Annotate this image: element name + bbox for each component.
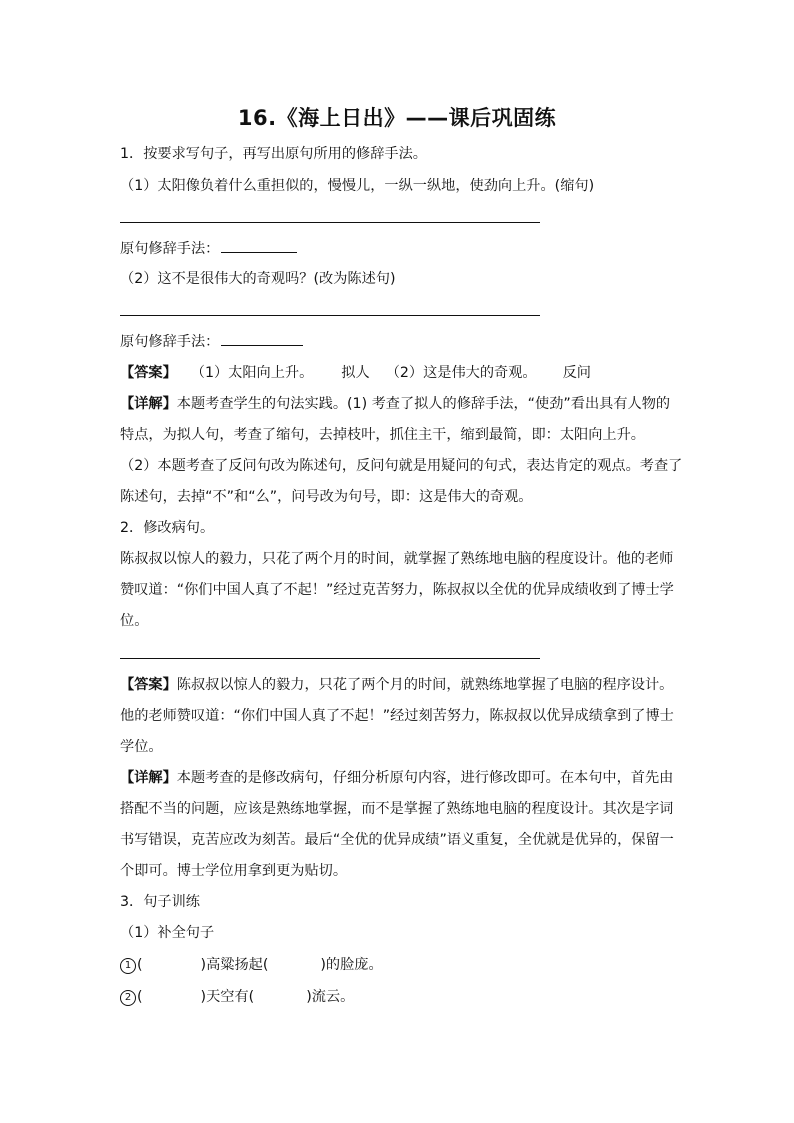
answer-line — [120, 658, 540, 659]
q1-stem: 1．按要求写句子，再写出原句所用的修辞手法。 — [120, 146, 427, 162]
detail-tag: 【详解】 — [120, 770, 177, 786]
q1-detail-line: 【详解】本题考查学生的句法实践。(1) 考查了拟人的修辞手法，“使劲”看出具有人物的 — [120, 396, 671, 412]
rhetoric-blank — [221, 331, 303, 346]
circled-number: 2 — [120, 990, 136, 1006]
answer-line — [120, 315, 540, 316]
q2-answer-line: 学位。 — [120, 739, 163, 755]
q1-answer — [120, 363, 591, 383]
q2-detail-line: 搭配不当的问题，应该是熟练地掌握，而不是掌握了熟练地电脑的程度设计。其次是字词 — [120, 801, 674, 817]
rhetoric-label: 原句修辞手法： — [120, 241, 220, 257]
q1-sentence-2: （2）这不是很伟大的奇观吗？(改为陈述句) — [120, 271, 396, 287]
q1-rhetoric-2 — [120, 331, 303, 352]
q2-detail-line: 书写错误，克苦应改为刻苦。最后“全优的优异成绩”语义重复，全优就是优异的，保留一 — [120, 832, 674, 848]
q2-answer-line: 【答案】陈叔叔以惊人的毅力，只花了两个月的时间，就熟练地掌握了电脑的程序设计。 — [120, 677, 674, 693]
q1-rhetoric-1 — [120, 238, 297, 259]
rhetoric-blank — [221, 238, 297, 253]
detail-tag: 【详解】 — [120, 396, 177, 412]
q2-sentence-line: 陈叔叔以惊人的毅力，只花了两个月的时间，就掌握了熟练地电脑的程度设计。他的老师 — [120, 551, 674, 567]
answer-part: （2）这是伟大的奇观。 — [385, 365, 537, 381]
answer-part: （1）太阳向上升。 — [190, 365, 314, 381]
answer-tag: 【答案】 — [120, 677, 177, 693]
q2-answer-line: 他的老师赞叹道：“你们中国人真了不起！”经过刻苦努力，陈叔叔以优异成绩拿到了博士 — [120, 708, 674, 724]
answer-tag: 【答案】 — [120, 365, 177, 381]
q1-sentence-1: （1）太阳像负着什么重担似的，慢慢儿，一纵一纵地，使劲向上升。(缩句) — [120, 178, 595, 194]
answer-part: 拟人 — [341, 365, 370, 381]
q3-sub-title: （1）补全句子 — [120, 925, 215, 941]
answer-part: 反问 — [562, 365, 591, 381]
q3-item-1: 1 ( )高粱扬起( )的脸庞。 — [120, 955, 383, 975]
circled-number: 1 — [120, 958, 136, 974]
q2-detail-line: 个即可。博士学位用拿到更为贴切。 — [120, 863, 348, 879]
answer-line — [120, 222, 540, 223]
q1-detail-line: 陈述句，去掉“不”和“么”，问号改为句号，即：这是伟大的奇观。 — [120, 489, 533, 505]
q2-detail-line: 【详解】本题考查的是修改病句，仔细分析原句内容，进行修改即可。在本句中，首先由 — [120, 770, 674, 786]
rhetoric-label: 原句修辞手法： — [120, 334, 220, 350]
q2-sentence-line: 赞叹道：“你们中国人真了不起！”经过克苦努力，陈叔叔以全优的优异成绩收到了博士学 — [120, 582, 674, 598]
q2-stem: 2．修改病句。 — [120, 520, 215, 536]
q1-detail-line: 特点，为拟人句，考查了缩句，去掉枝叶，抓住主干，缩到最简，即：太阳向上升。 — [120, 427, 645, 443]
q1-detail-line: （2）本题考查了反问句改为陈述句，反问句就是用疑问的句式，表达肯定的观点。考查了 — [120, 458, 683, 474]
page-title: 16.《海上日出》——课后巩固练 — [237, 106, 557, 130]
q3-item-2: 2 ( )天空有( )流云。 — [120, 987, 354, 1007]
q3-stem: 3．句子训练 — [120, 894, 200, 910]
q2-sentence-line: 位。 — [120, 613, 149, 629]
